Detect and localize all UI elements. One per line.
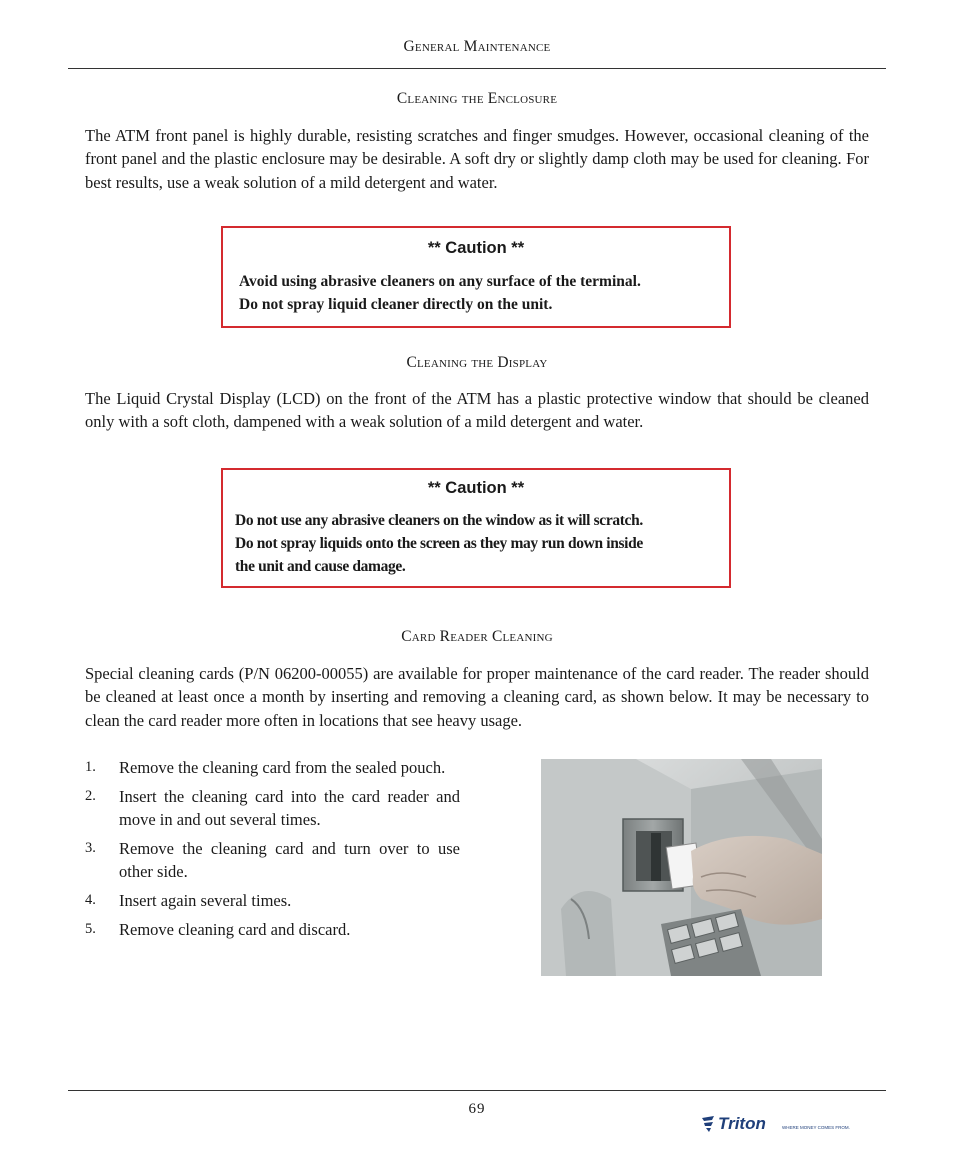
section-title-display: Cleaning the Display xyxy=(406,354,548,371)
step-number: 5. xyxy=(85,921,96,937)
list-item xyxy=(85,756,460,779)
caution-text xyxy=(235,509,643,578)
page-number: 69 xyxy=(468,1101,486,1117)
triton-logo-mark xyxy=(700,1112,870,1138)
triton-logo xyxy=(700,1112,870,1138)
enclosure-paragraph: The ATM front panel is highly durable, resisting scratches and finger smudges. However, occasional cleaning of the front panel and the plastic enclosure may be desirable. A soft dry or slightly damp cloth may be used for cleaning. For best results, use a weak solution of a mild detergent and water. xyxy=(85,126,869,192)
step-text: Insert the cleaning card into the card reader and move in and out several times. xyxy=(119,787,460,829)
footer-rule xyxy=(68,1090,886,1091)
step-number: 1. xyxy=(85,759,96,775)
svg-text:WHERE MONEY COMES FROM.: WHERE MONEY COMES FROM. xyxy=(782,1125,850,1130)
section-title-card-reader: Card Reader Cleaning xyxy=(401,628,553,645)
step-text: Remove cleaning card and discard. xyxy=(119,920,351,939)
page-header-title: General Maintenance xyxy=(403,38,551,55)
step-text: Remove the cleaning card from the sealed pouch. xyxy=(119,758,446,777)
card-reader-paragraph: Special cleaning cards (P/N 06200-00055) are available for proper maintenance of the card reader. The reader should be cleaned at least once a month by inserting and removing a cleaning card, as shown below. It may be necessary to clean the card reader more often in locations that see heavy usage. xyxy=(85,664,869,730)
card-reader-photo xyxy=(541,759,822,976)
step-text: Remove the cleaning card and turn over to use other side. xyxy=(119,839,460,881)
caution-title: ** Caution ** xyxy=(427,479,525,497)
caution-line: Avoid using abrasive cleaners on any surface of the terminal. xyxy=(239,273,641,290)
step-text: Insert again several times. xyxy=(119,891,292,910)
display-paragraph: The Liquid Crystal Display (LCD) on the front of the ATM has a plastic protective window that should be cleaned only with a soft cloth, dampened with a weak solution of a mild detergent and water. xyxy=(85,389,869,432)
list-item xyxy=(85,918,460,941)
step-number: 2. xyxy=(85,788,96,804)
step-number: 4. xyxy=(85,892,96,908)
header-rule xyxy=(68,68,886,69)
caution-line: Do not spray liquids onto the screen as they may run down inside xyxy=(235,535,643,552)
list-item xyxy=(85,837,460,883)
card-reader-photo-illustration xyxy=(541,759,822,976)
section-title-enclosure: Cleaning the Enclosure xyxy=(396,90,558,107)
list-item xyxy=(85,889,460,912)
caution-title: ** Caution ** xyxy=(427,239,525,257)
caution-box-enclosure xyxy=(221,226,731,328)
caution-line: Do not spray liquid cleaner directly on the unit. xyxy=(239,296,553,313)
caution-box-display xyxy=(221,468,731,588)
cleaning-steps-list xyxy=(85,756,460,947)
step-number: 3. xyxy=(85,840,96,856)
caution-text xyxy=(239,270,641,316)
caution-line: Do not use any abrasive cleaners on the window as it will scratch. xyxy=(235,512,643,529)
list-item xyxy=(85,785,460,831)
caution-line: the unit and cause damage. xyxy=(235,558,406,575)
svg-text:Triton: Triton xyxy=(718,1114,766,1133)
